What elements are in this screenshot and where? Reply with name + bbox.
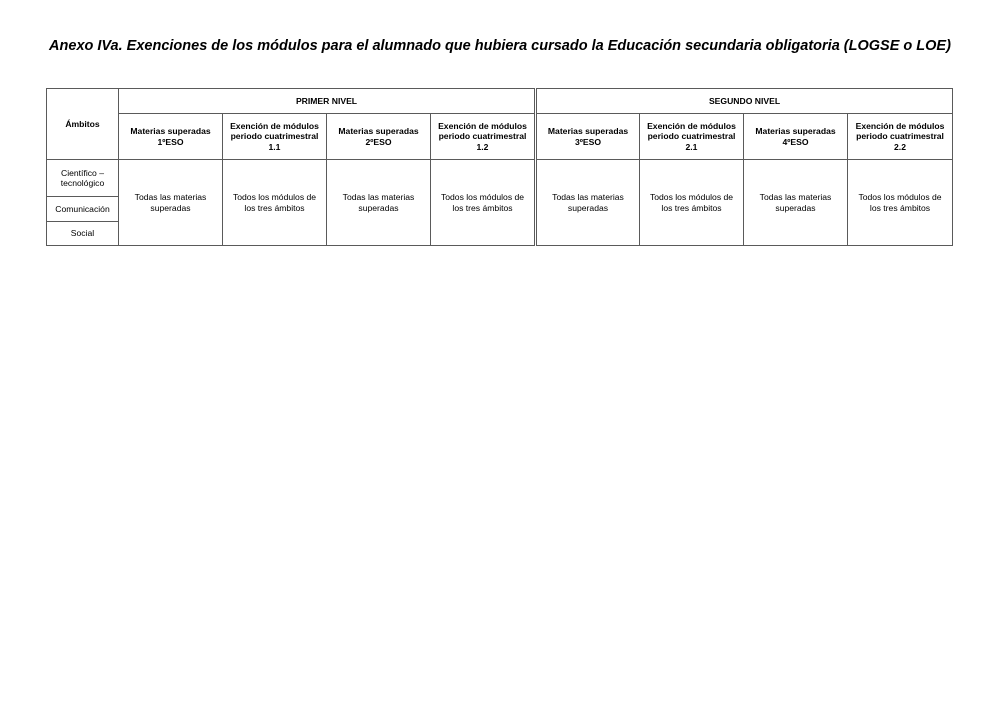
- subheader-exencion-2-2: Exención de módulos periodo cuatrimestral 2.2: [848, 114, 953, 160]
- ambito-social: Social: [47, 222, 119, 246]
- value-materias-4eso: Todas las materias superadas: [744, 160, 848, 246]
- value-materias-3eso: Todas las materias superadas: [536, 160, 640, 246]
- level-header-segundo-nivel: SEGUNDO NIVEL: [536, 89, 953, 114]
- subheader-exencion-1-1: Exención de módulos periodo cuatrimestral 1.1: [223, 114, 327, 160]
- ambito-comunicacion: Comunicación: [47, 197, 119, 222]
- ambitos-header: Ámbitos: [47, 89, 119, 160]
- subheader-materias-1eso: Materias superadas 1ºESO: [119, 114, 223, 160]
- value-exencion-2-1: Todos los módulos de los tres ámbitos: [640, 160, 744, 246]
- subheader-exencion-2-1: Exención de módulos periodo cuatrimestral 2.1: [640, 114, 744, 160]
- table-row: [47, 160, 953, 197]
- exemptions-table: [46, 88, 953, 246]
- page-title: Anexo IVa. Exenciones de los módulos para el alumnado que hubiera cursado la Educación secundaria obligatoria (LOGSE o LOE): [49, 38, 951, 54]
- subheader-materias-4eso: Materias superadas 4ºESO: [744, 114, 848, 160]
- value-materias-1eso: Todas las materias superadas: [119, 160, 223, 246]
- subheader-exencion-1-2: Exención de módulos periodo cuatrimestral 1.2: [431, 114, 536, 160]
- value-materias-2eso: Todas las materias superadas: [327, 160, 431, 246]
- level-header-primer-nivel: PRIMER NIVEL: [119, 89, 536, 114]
- value-exencion-2-2: Todos los módulos de los tres ámbitos: [848, 160, 953, 246]
- subheader-materias-2eso: Materias superadas 2ºESO: [327, 114, 431, 160]
- ambito-cientifico-tecnologico: Científico – tecnológico: [47, 160, 119, 197]
- subheader-row: [47, 114, 953, 160]
- value-exencion-1-1: Todos los módulos de los tres ámbitos: [223, 160, 327, 246]
- value-exencion-1-2: Todos los módulos de los tres ámbitos: [431, 160, 536, 246]
- subheader-materias-3eso: Materias superadas 3ºESO: [536, 114, 640, 160]
- level-header-row: [47, 89, 953, 114]
